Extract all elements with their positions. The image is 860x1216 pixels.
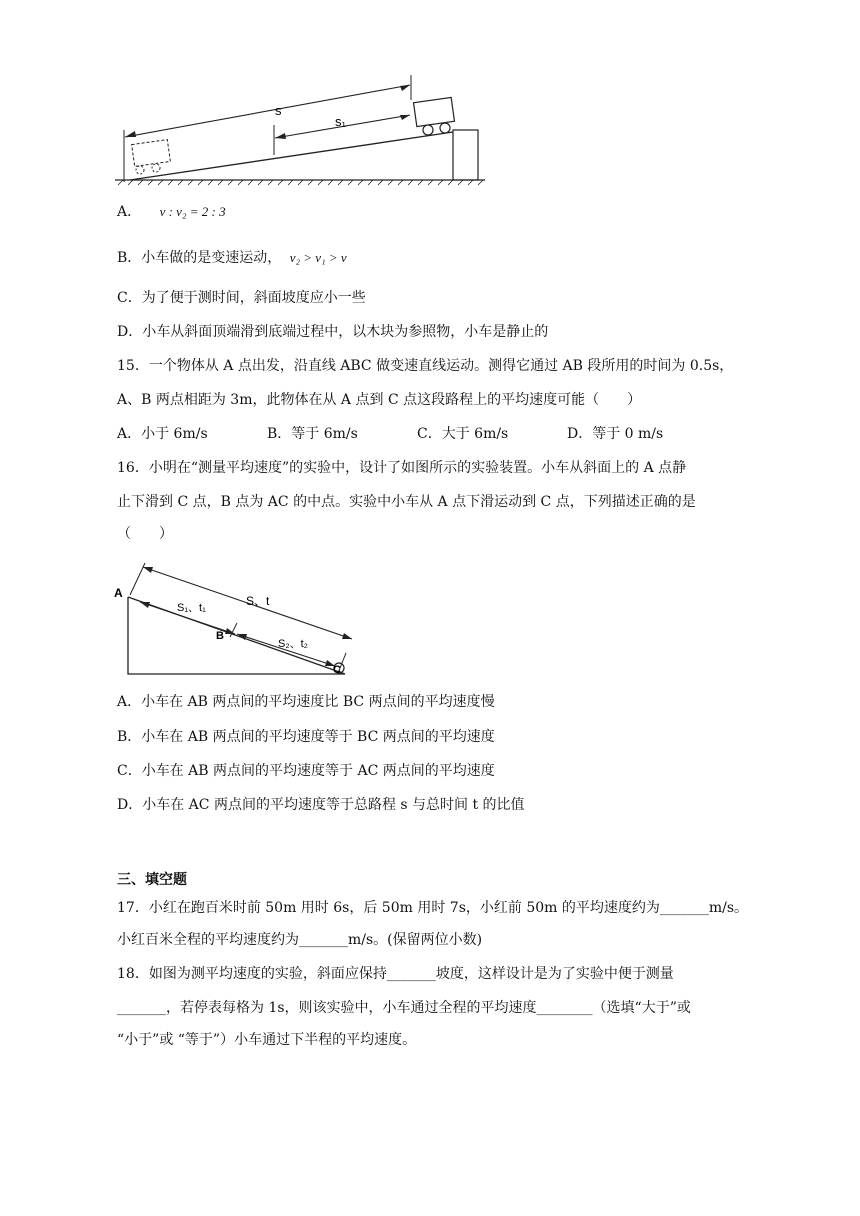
q18-stem-line1: 18．如图为测平均速度的实验，斜面应保持_______坡度，这样设计是为了实验中便于测量 [117,966,674,982]
q16-option-c: C．小车在 AB 两点间的平均速度等于 AC 两点间的平均速度 [117,763,495,779]
q17-stem-line2: 小红百米全程的平均速度约为_______m/s。(保留两位小数) [117,932,483,948]
q14-label-s1: s₁ [335,114,346,129]
q14-label-s: s [275,103,282,118]
q16-incline-figure [110,555,365,680]
q17-stem-line1: 17．小红在跑百米时前 50m 用时 6s，后 50m 用时 7s，小红前 50m 的平均速度约为_______m/s。 [117,900,749,916]
q14-option-a-math: v : v₂ = 2 : 3 [159,204,226,219]
q15-stem-line2: A、B 两点相距为 3m，此物体在从 A 点到 C 点这段路程上的平均速度可能（ ） [117,392,642,408]
q16-label-s1-t1: S₁、t₁ [177,602,206,614]
q16-label-s-t: S、t [246,594,270,608]
q15-stem-line1: 15．一个物体从 A 点出发，沿直线 ABC 做变速直线运动。测得它通过 AB 段所用的时间为 0.5s， [117,358,734,374]
q14-option-b [117,248,347,268]
q14-option-b-label: B．小车做的是变速运动， [117,250,282,266]
q14-incline-figure [110,70,490,188]
q15-option-a: A．小于 6m/s [117,426,208,442]
q14-option-a [117,202,226,222]
q15-option-b: B．等于 6m/s [267,426,358,442]
q14-option-d: D．小车从斜面顶端滑到底端过程中，以木块为参照物，小车是静止的 [117,324,549,340]
q15-option-c: C．大于 6m/s [417,426,509,442]
q14-option-c: C．为了便于测时间，斜面坡度应小一些 [117,290,366,306]
q15-option-d: D．等于 0 m/s [567,426,664,442]
q14-option-a-label: A． [117,204,142,220]
q16-option-a: A．小车在 AB 两点间的平均速度比 BC 两点间的平均速度慢 [117,694,495,710]
q16-label-s2-t2: S₂、t₂ [278,638,308,650]
q16-option-d: D．小车在 AC 两点间的平均速度等于总路程 s 与总时间 t 的比值 [117,797,525,813]
q18-stem-line2: _______，若停表每格为 1s，则该实验中，小车通过全程的平均速度________（选填“大于”或 [117,1000,691,1016]
q16-label-b: B [216,630,224,642]
q16-label-c: C [333,664,341,676]
q16-stem-line1: 16．小明在“测量平均速度”的实验中，设计了如图所示的实验装置。小车从斜面上的 A 点静 [117,460,687,476]
q18-stem-line3: “小于”或 “等于”）小车通过下半程的平均速度。 [117,1032,417,1048]
q16-label-a: A [114,586,123,600]
q14-option-b-math: v₂ > v₁ > v [289,250,347,265]
q16-stem-line2: 止下滑到 C 点，B 点为 AC 的中点。实验中小车从 A 点下滑运动到 C 点，下列描述正确的是 [117,494,696,510]
q15-options [117,424,663,444]
section-title-fill-in: 三、填空题 [117,872,187,888]
q16-stem-line3: （ ） [117,526,173,542]
q16-option-b: B．小车在 AB 两点间的平均速度等于 BC 两点间的平均速度 [117,729,495,745]
